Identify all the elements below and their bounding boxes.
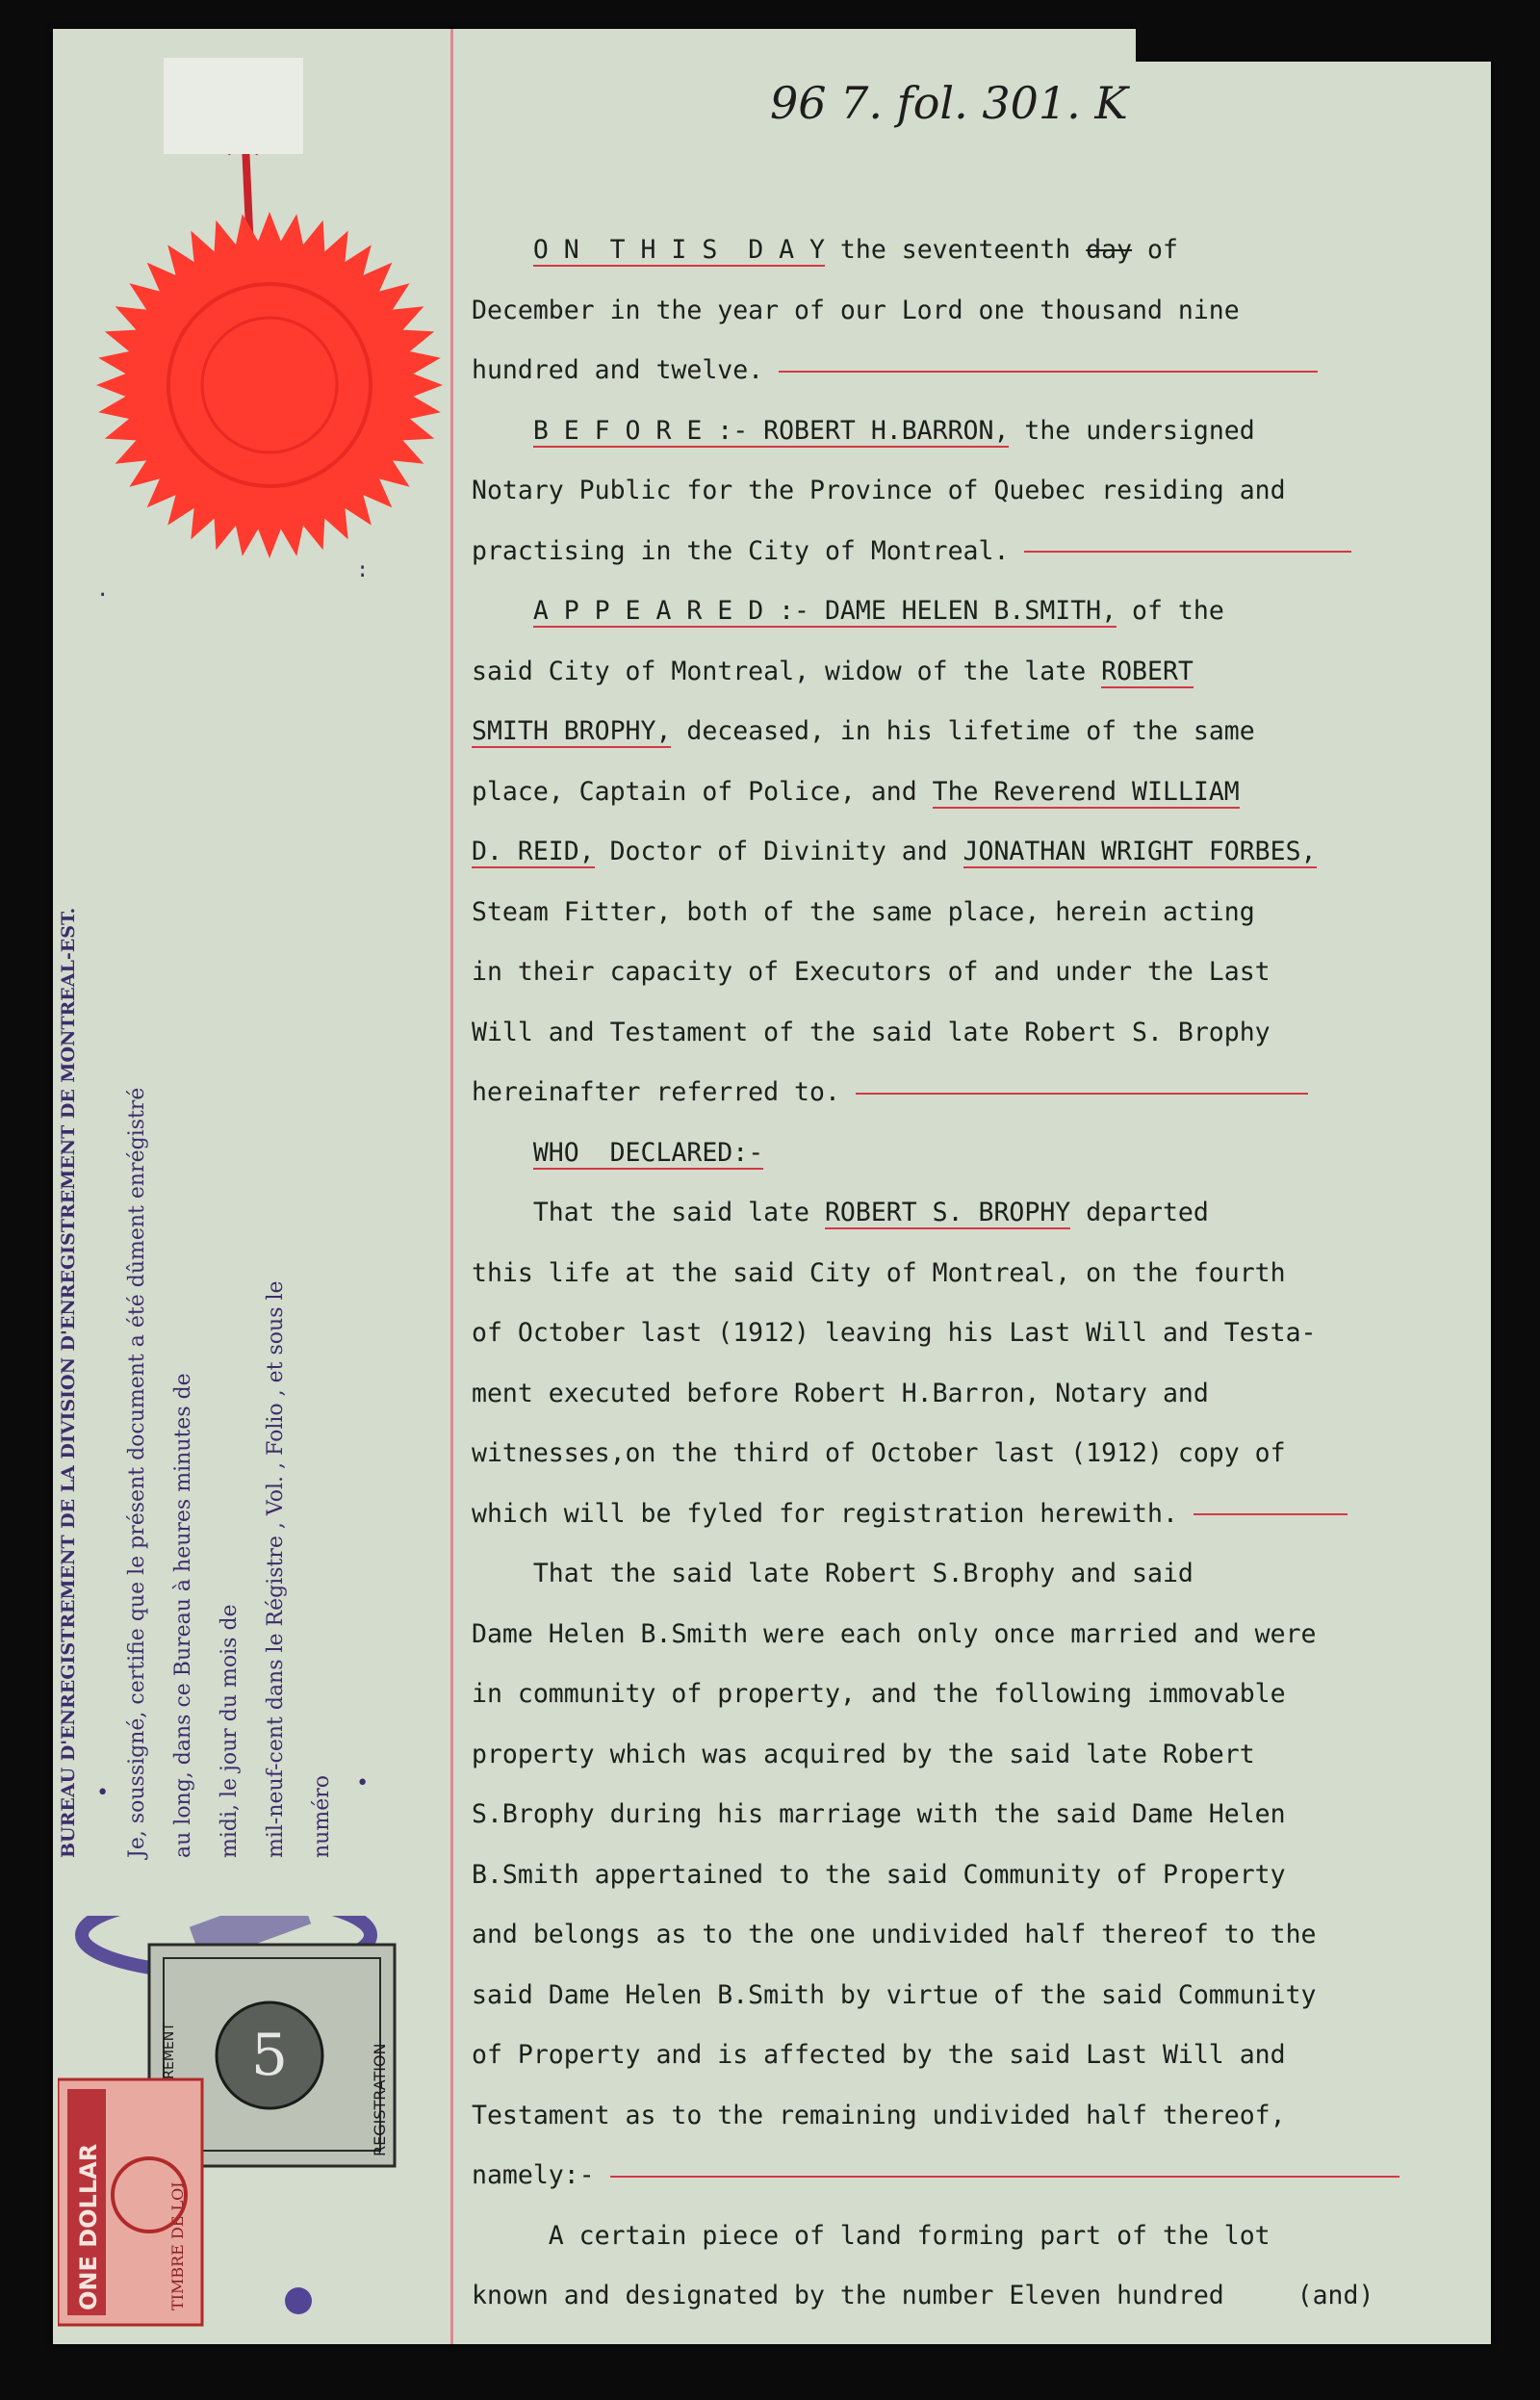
text-line [472,773,1240,812]
text-segment: the undersigned [1009,415,1255,446]
tick-mark: : [356,558,370,582]
seal-star-shape [96,212,443,558]
text-segment: That the said late [472,1198,825,1227]
text-line [472,1795,1286,1834]
underlined-text: ROBERT [1101,656,1194,686]
seal-tag [164,58,303,154]
text-line [472,1194,1209,1232]
underlined-text: WHO DECLARED:- [532,1137,764,1168]
timbre-label: TIMBRE DE LOI [168,2181,187,2310]
margin-rule [450,29,453,2344]
text-line [472,472,1286,510]
text-segment: and belongs as to the one undivided half thereof to the [472,1920,1317,1949]
text-line [472,2097,1286,2135]
stamp-value: 5 [250,2022,289,2089]
tick-mark: • [96,1781,110,1805]
one-dollar-stamp [58,2079,202,2325]
underlined-text: D. REID, [472,837,595,866]
text-segment: the seventeenth [824,235,1087,265]
text-segment: of [1132,235,1178,265]
text-line [472,953,1270,992]
text-line [472,1014,1270,1052]
text-segment: hundred and twelve. [472,355,780,385]
text-line [472,1675,1286,1714]
registry-line: au long, dans ce Bureau à heures minutes de [171,1373,195,1858]
text-line [472,292,1240,330]
red-filler-rule [1024,551,1351,553]
text-segment: of the [1116,596,1224,626]
text-segment: in their capacity of Executors of and under the Last [472,957,1270,987]
text-segment: deceased, in his lifetime of the same [671,716,1255,746]
text-segment: namely:- [472,2160,610,2190]
text-line [472,1555,1194,1593]
text-segment: this life at the said City of Montreal, on the fourth [472,1257,1286,1288]
text-segment: witnesses,on the third of October last (1912) copy of [472,1438,1286,1468]
registry-certificate [58,761,346,1858]
text-segment: hereinafter referred to. [472,1077,856,1107]
registry-line: numéro [310,1775,334,1858]
registry-line: Je, soussigné, certifie que le présent document a été dûment enrégistré [125,1087,149,1858]
text-line [472,2156,1399,2195]
text-segment: practising in the City of Montreal. [472,535,1025,566]
text-line [472,351,1318,390]
text-line [472,2036,1286,2075]
text-segment: ment executed before Robert H.Barron, Notary and [472,1378,1209,1408]
text-line [472,1073,1308,1112]
text-segment: That the said late Robert S.Brophy and said [472,1559,1194,1588]
tick-mark: . [96,578,110,602]
text-line [472,712,1255,751]
text-segment: of Property and is affected by the said Last Will and [472,2040,1286,2070]
text-line [472,592,1224,631]
text-line [472,833,1317,871]
text-segment: Doctor of Divinity and [594,837,963,866]
underlined-text: A P P E A R E D :- DAME HELEN B.SMITH, [532,596,1117,626]
red-filler-rule [856,1093,1308,1095]
text-segment [472,416,533,446]
underlined-text: The Reverend WILLIAM [932,776,1240,807]
text-line [472,2277,1373,2315]
text-segment [472,1138,533,1168]
page-notch [1136,0,1502,62]
text-line [472,412,1255,451]
text-segment: B.Smith appertained to the said Community of Property [472,1859,1286,1890]
text-line [472,1495,1348,1534]
revenue-stamps [58,1916,404,2330]
underlined-text: SMITH BROPHY, [472,716,672,746]
red-filler-rule [779,371,1318,373]
ink-spot [285,2287,312,2314]
text-segment: said City of Montreal, widow of the late [472,656,1102,686]
registration-label: REGISTRATION [371,2043,389,2156]
text-line [472,1615,1317,1654]
text-segment: property which was acquired by the said late Robert [472,1739,1255,1769]
text-line [472,1434,1286,1473]
text-line [472,532,1351,571]
text-line [472,653,1194,691]
text-line [472,1254,1286,1293]
red-filler-rule [1194,1513,1348,1515]
text-line [472,1375,1209,1413]
text-segment: December in the year of our Lord one thousand nine [472,295,1240,325]
text-segment: in community of property, and the following immovable [472,1679,1286,1709]
text-segment: of October last (1912) leaving his Last Will and Testa- [472,1318,1317,1348]
text-segment: place, Captain of Police, and [472,776,933,807]
text-segment [472,235,533,265]
text-segment: said Dame Helen B.Smith by virtue of the said Community [472,1979,1317,2010]
text-line [472,893,1255,932]
text-segment: Dame Helen B.Smith were each only once married and were [472,1618,1317,1649]
text-line [472,1976,1317,2015]
handwritten-reference: 96 7. fol. 301. K [770,77,1128,129]
text-segment: Notary Public for the Province of Quebec residing and [472,476,1286,505]
catchword: (and) [1250,2281,1374,2310]
text-segment: Will and Testament of the said late Robert S. Brophy [472,1017,1270,1047]
text-line [472,231,1178,270]
text-line [472,1736,1255,1774]
red-filler-rule [610,2176,1399,2178]
text-segment: which will be fyled for registration herewith. [472,1498,1194,1529]
text-line [472,1916,1317,1954]
text-segment: departed [1070,1198,1209,1227]
text-segment: day [1086,235,1133,265]
text-line [472,1856,1286,1895]
text-line [472,1314,1317,1353]
text-segment: A certain piece of land forming part of the lot [472,2220,1270,2251]
registry-heading: BUREAU D'ENREGISTREMENT DE LA DIVISION D'ENREGISTREMENT DE MONTREAL-EST. [58,907,79,1858]
text-segment: S.Brophy during his marriage with the said Dame Helen [472,1799,1286,1829]
registry-line: midi, le jour du mois de [218,1604,242,1858]
text-segment: Testament as to the remaining undivided half thereof, [472,2100,1286,2130]
underlined-text: B E F O R E :- ROBERT H.BARRON, [532,415,1010,446]
text-segment [472,596,533,626]
text-segment: Steam Fitter, both of the same place, herein acting [472,896,1255,927]
underlined-text: ROBERT S. BROPHY [824,1198,1071,1227]
text-line [472,1134,763,1173]
tick-mark: • [356,1771,370,1795]
underlined-text: O N T H I S D A Y [532,235,825,265]
underlined-text: JONATHAN WRIGHT FORBES, [962,837,1317,866]
text-segment: known and designated by the number Eleven hundred [472,2281,1224,2310]
notarial-seal-icon [91,207,448,563]
registry-line: mil-neuf-cent dans le Régistre , Vol. , Folio , et sous le [264,1280,288,1858]
text-line [472,2217,1270,2256]
dollar-label: ONE DOLLAR [75,2143,102,2310]
